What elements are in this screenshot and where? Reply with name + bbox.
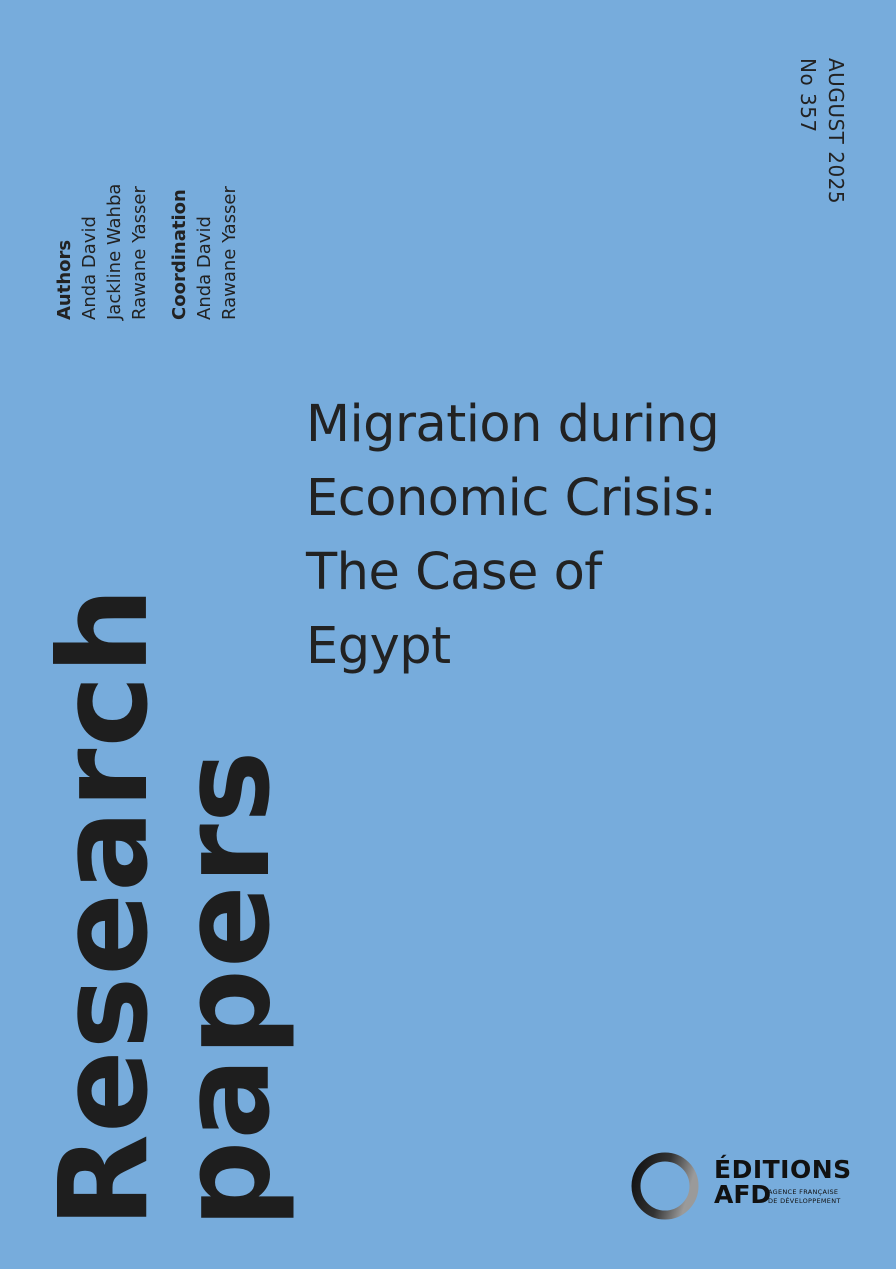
author-name: Anda David: [79, 216, 100, 320]
author-name: Jackline Wahba: [104, 183, 125, 320]
logo-afd: AFD: [714, 1180, 772, 1209]
issue-info: [794, 58, 850, 204]
document-title: [306, 388, 866, 684]
issue-date: AUGUST 2025: [824, 58, 848, 205]
authors-heading: Authors: [54, 239, 75, 320]
series-word-research: Research: [33, 586, 175, 1228]
title-line: Migration during: [306, 395, 720, 454]
title-line: The Case of: [306, 543, 602, 602]
coordination-heading: Coordination: [169, 189, 190, 320]
authors-group: [52, 184, 242, 320]
series-word-papers: papers: [155, 749, 297, 1228]
author-name: Rawane Yasser: [129, 186, 150, 320]
title-line: Economic Crisis:: [306, 469, 717, 528]
credits-block: [52, 184, 242, 320]
logo-subtitle-2: DE DÉVELOPPEMENT: [768, 1197, 841, 1205]
title-line: Egypt: [306, 617, 451, 676]
ring-logo-icon: [630, 1150, 706, 1222]
coordinator-name: Anda David: [194, 216, 215, 320]
editions-afd-logo: [630, 1150, 860, 1222]
logo-subtitle-1: AGENCE FRANÇAISE: [768, 1188, 839, 1196]
coordinator-name: Rawane Yasser: [219, 186, 240, 320]
logo-editions: ÉDITIONS: [714, 1155, 852, 1184]
issue-number: No 357: [796, 58, 820, 133]
